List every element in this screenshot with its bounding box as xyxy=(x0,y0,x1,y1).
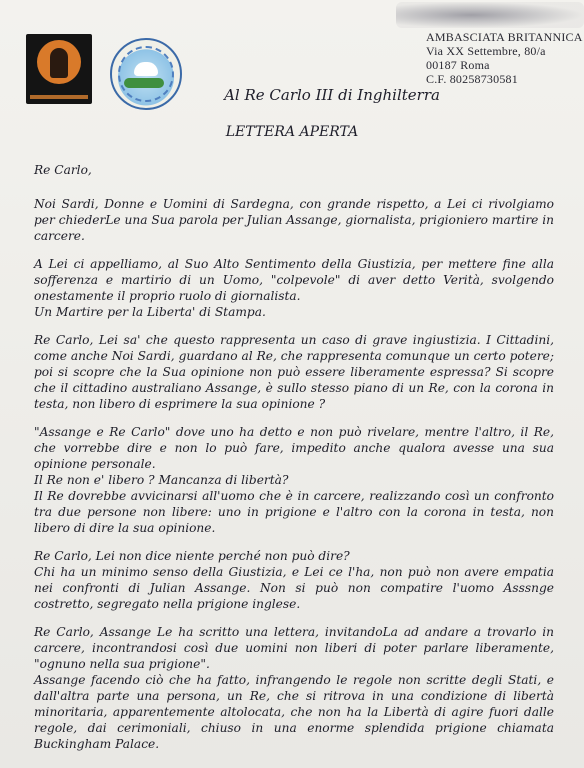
paragraph-6: Re Carlo, Assange Le ha scritto una lettera, invitandoLa ad andare a trovarlo in carcere, incontrandosi così due uomini non liberi di poter parlare liberamente, "ognuno nella sua prigione". Assange facendo ciò che ha fatto, infrangendo le regole non scritte degli Stati, e dall'altra parte una persona, un Re, che si ritrova in una condizione di libertà minoritaria, apparentemente altolocata, che non ha la Libertà di agire fuori dalle regole, dai cerimoniali, chiuso in una enorme splendida prigione chiamata Buckingham Palace. xyxy=(34,625,554,751)
embassy-city: 00187 Roma xyxy=(426,58,490,72)
paragraph-2: A Lei ci appelliamo, al Suo Alto Sentimento della Giustizia, per mettere fine alla sofferenza e martirio di un Uomo, "colpevole" di aver detto Verità, svolgendo onestamente il proprio ruolo di giornalista. Un Martire per la Liberta' di Stampa. xyxy=(34,257,554,319)
embassy-stamp xyxy=(396,2,584,28)
paragraph-3: Re Carlo, Lei sa' che questo rappresenta un caso di grave ingiustizia. I Cittadini, come anche Noi Sardi, guardano al Re, che rappresenta comunque un certo potere; poi si scopre che la Sua opinione non può essere liberamente espressa? Si scopre che il cittadino australiano Assange, è sullo stesso piano di un Re, con la corona in testa, non libero di esprimere la sua opinione ? xyxy=(34,333,554,411)
paragraph-1: Noi Sardi, Donne e Uomini di Sardegna, con grande rispetto, a Lei ci rivolgiamo per chiederLe una Sua parola per Julian Assange, giornalista, prigioniero martire in carcere. xyxy=(34,197,554,243)
letter-body xyxy=(34,162,554,764)
paragraph-5: Re Carlo, Lei non dice niente perché non può dire? Chi ha un minimo senso della Giustizia, e Lei ce l'ha, non può non avere empatia nei confronti di Julian Assange. Non si può non compatire l'uomo Asssnge costretto, segregato nella prigione inglese. xyxy=(34,549,554,611)
dove-icon xyxy=(134,62,158,76)
addressee-heading: Al Re Carlo III di Inghilterra xyxy=(224,86,440,104)
embassy-address-block xyxy=(426,30,582,86)
embassy-street: Via XX Settembre, 80/a xyxy=(426,44,546,58)
paragraph-4: "Assange e Re Carlo" dove uno ha detto e non può rivelare, mentre l'altro, il Re, che vorrebbe dire e non lo può fare, impedito anche qualora avesse una sua opinione personale. Il Re non e' libero ? Mancanza di libertà? Il Re dovrebbe avvicinarsi all'uomo che è in carcere, realizzando così un confronto tra due persone non libere: uno in prigione e l'altro con la corona in testa, non libero di dire la sua opinione. xyxy=(34,425,554,535)
embassy-fiscal-code: C.F. 80258730581 xyxy=(426,72,518,86)
logo-figure-icon xyxy=(50,48,68,78)
salutation: Re Carlo, xyxy=(34,163,92,177)
embassy-name: AMBASCIATA BRITANNICA xyxy=(426,30,583,44)
letter-type-heading: LETTERA APERTA xyxy=(225,124,359,140)
